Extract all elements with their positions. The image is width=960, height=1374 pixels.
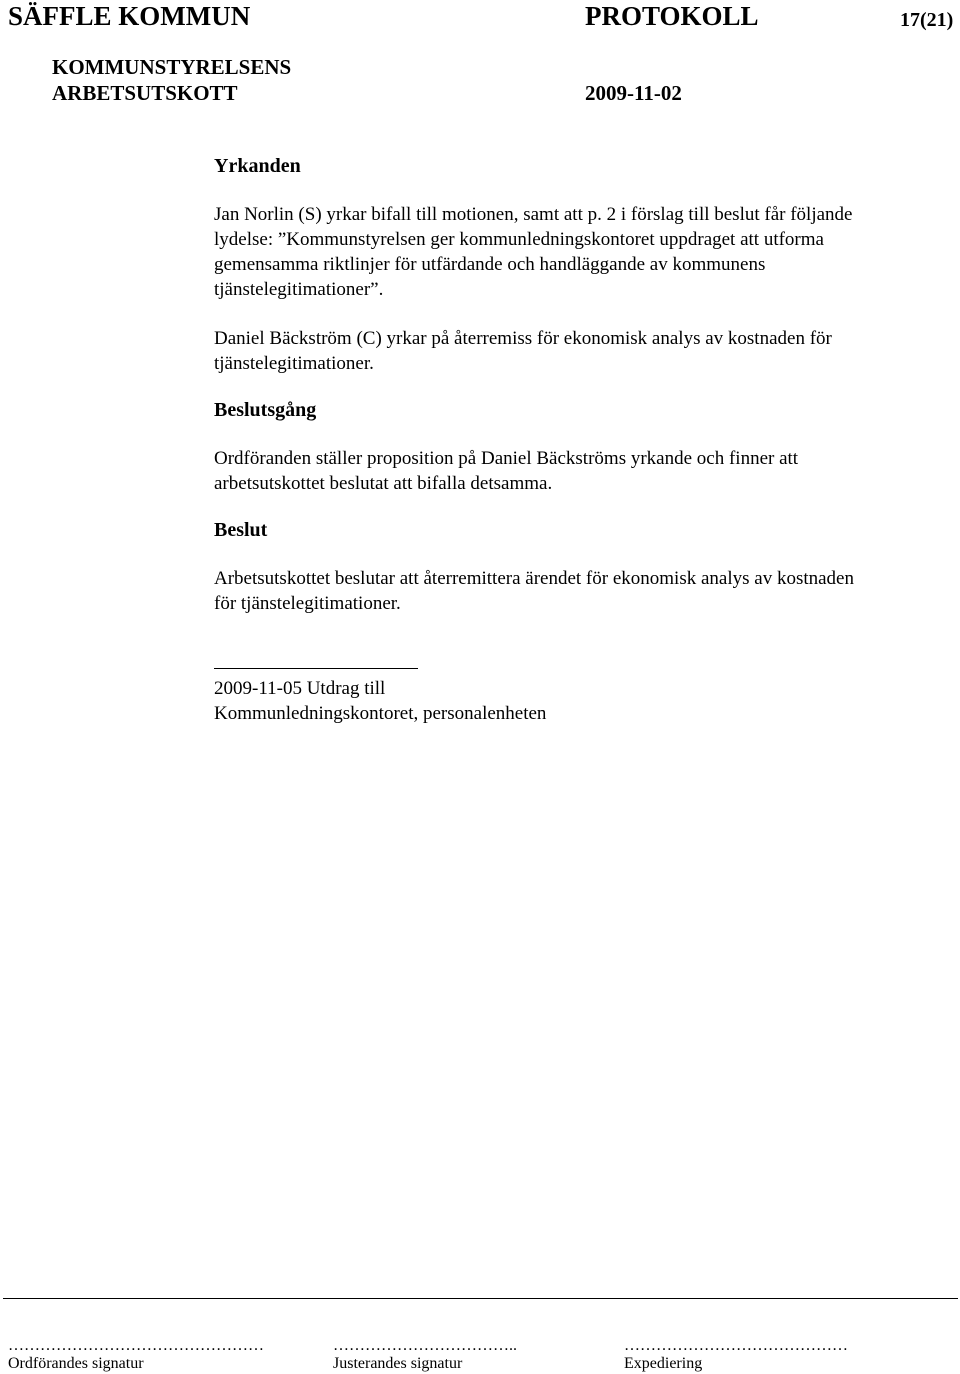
page-number: 17(21) <box>900 9 954 31</box>
body-name-line2: ARBETSUTSKOTT <box>52 81 238 105</box>
document-type: PROTOKOLL <box>585 1 759 31</box>
text-line: lydelse: ”Kommunstyrelsen ger kommunledningskontoret uppdraget att utforma <box>214 229 824 250</box>
paragraph-backstrom-remiss <box>214 326 944 376</box>
footer-rule <box>3 1298 958 1299</box>
text-line: tjänstelegitimationer. <box>214 353 374 374</box>
text-line: Jan Norlin (S) yrkar bifall till motionen, samt att p. 2 i förslag till beslut får följande <box>214 204 853 225</box>
section-heading-beslut: Beslut <box>214 519 268 541</box>
text-line: tjänstelegitimationer”. <box>214 279 384 300</box>
distribution-note <box>214 676 944 726</box>
paragraph-norlin-motion <box>214 202 944 302</box>
distribution-separator <box>214 668 418 669</box>
text-line: Daniel Bäckström (C) yrkar på återremiss för ekonomisk analys av kostnaden för <box>214 328 832 349</box>
signature-dots-adjuster: …………………………….. <box>333 1337 517 1354</box>
protocol-body <box>214 152 944 726</box>
signature-dots-chair: ………………………………………… <box>8 1337 264 1354</box>
section-heading-beslutsgang: Beslutsgång <box>214 399 317 421</box>
text-line: Kommunledningskontoret, personalenheten <box>214 703 547 724</box>
signature-label-adjuster: Justerandes signatur <box>333 1355 463 1372</box>
text-line: Ordföranden ställer proposition på Daniel Bäckströms yrkande och finner att <box>214 448 799 469</box>
signature-label-dispatch: Expediering <box>624 1355 703 1372</box>
text-line: 2009-11-05 Utdrag till <box>214 678 386 699</box>
text-line: arbetsutskottet beslutat att bifalla detsamma. <box>214 473 553 494</box>
organization-name: SÄFFLE KOMMUN <box>8 1 251 31</box>
paragraph-beslutsgang <box>214 446 944 496</box>
meeting-date: 2009-11-02 <box>585 81 682 105</box>
signature-dots-dispatch: …………………………………… <box>624 1337 848 1354</box>
text-line: gemensamma riktlinjer för utfärdande och handläggande av kommunens <box>214 254 766 275</box>
text-line: Arbetsutskottet beslutar att återremittera ärendet för ekonomisk analys av kostnaden <box>214 568 854 589</box>
section-heading-yrkanden: Yrkanden <box>214 155 301 177</box>
text-line: för tjänstelegitimationer. <box>214 593 401 614</box>
body-name-line1: KOMMUNSTYRELSENS <box>52 55 292 79</box>
paragraph-beslut <box>214 566 944 616</box>
signature-label-chair: Ordförandes signatur <box>8 1355 144 1372</box>
